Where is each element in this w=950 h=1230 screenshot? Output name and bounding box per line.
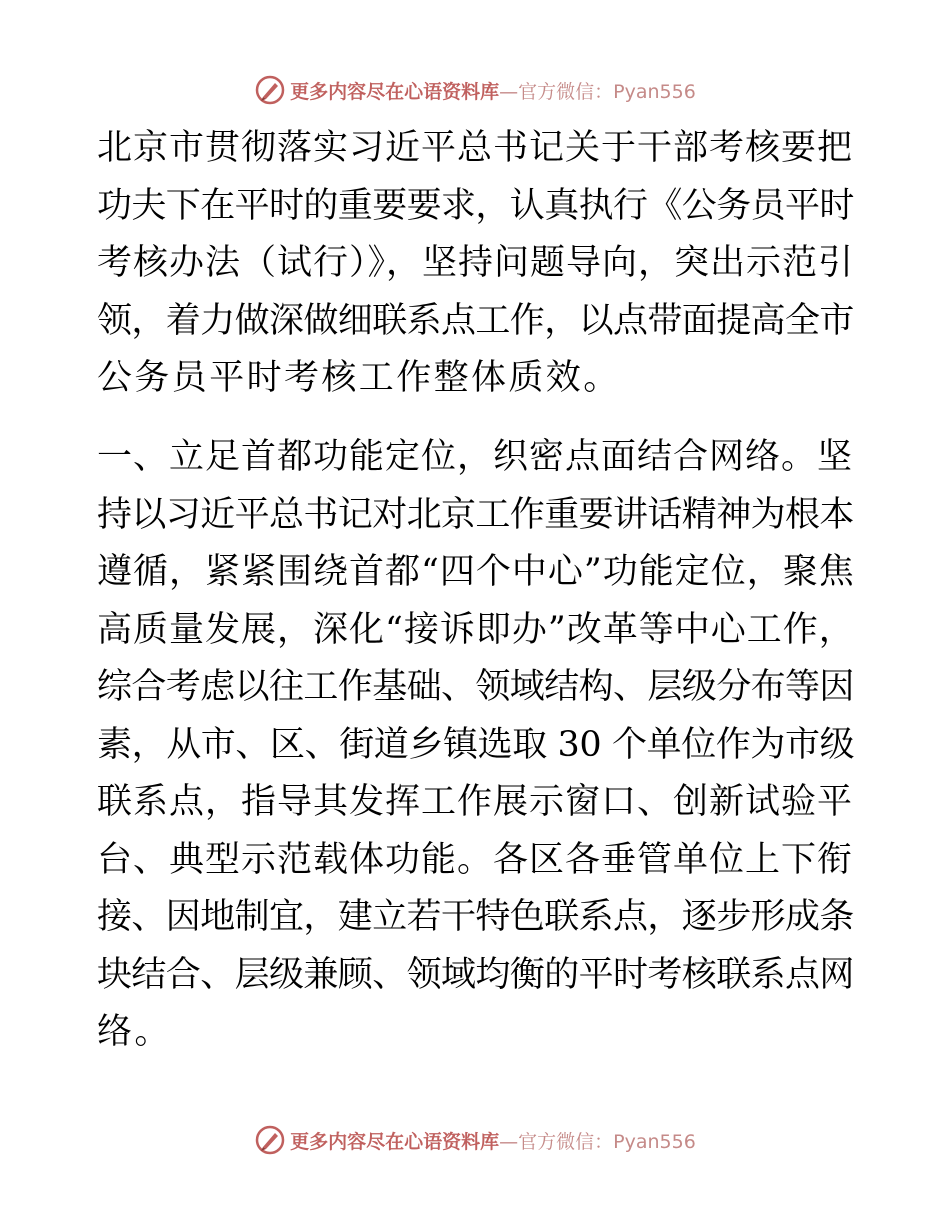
watermark-main-text: 更多内容尽在心语资料库 xyxy=(290,80,500,103)
watermark-contact-text: 官方微信：Pyan556 xyxy=(518,80,696,103)
text-line: 台、典型示范载体功能。各区各垂管单位上下衔 xyxy=(97,839,854,880)
text-line: 功夫下在平时的重要要求，认真执行《公务员平时 xyxy=(97,185,854,226)
text-line: 络。 xyxy=(97,1012,172,1052)
text-line: 高质量发展，深化“接诉即办”改革等中心工作， xyxy=(97,609,855,650)
header-watermark-banner xyxy=(0,70,950,110)
text-line: 持以习近平总书记对北京工作重要讲话精神为根本 xyxy=(97,494,854,535)
text-line: 素，从市、区、街道乡镇选取 30 个单位作为市级 xyxy=(97,724,855,765)
pen-circle-logo-icon xyxy=(254,1124,286,1156)
text-line: 综合考虑以往工作基础、领域结构、层级分布等因 xyxy=(97,667,854,707)
text-line: 遵循，紧紧围绕首都“四个中心”功能定位，聚焦 xyxy=(97,552,855,592)
paragraph-section-one xyxy=(97,429,855,1062)
text-line: 接、因地制宜，建立若干特色联系点，逐步形成条 xyxy=(97,897,854,937)
watermark-separator: — xyxy=(499,80,519,103)
watermark-separator: — xyxy=(499,1130,519,1153)
text-line: 公务员平时考核工作整体质效。 xyxy=(97,358,621,398)
text-line: 联系点，指导其发挥工作展示窗口、创新试验平 xyxy=(97,782,854,822)
pen-circle-logo-icon xyxy=(254,74,286,106)
paragraph-intro xyxy=(97,120,855,408)
watermark-contact-text: 官方微信：Pyan556 xyxy=(518,1130,696,1153)
footer-watermark-banner xyxy=(0,1120,950,1160)
text-line: 领，着力做深做细联系点工作，以点带面提高全市 xyxy=(97,300,854,341)
watermark-text xyxy=(290,77,696,104)
text-line: 考核办法（试行）》，坚持问题导向，突出示范引 xyxy=(97,243,855,283)
text-line: 块结合、层级兼顾、领域均衡的平时考核联系点网 xyxy=(97,954,854,995)
text-line: 一、立足首都功能定位，织密点面结合网络。坚 xyxy=(97,437,854,477)
text-line: 北京市贯彻落实习近平总书记关于干部考核要把 xyxy=(97,128,854,168)
watermark-text xyxy=(290,1127,696,1154)
watermark-main-text: 更多内容尽在心语资料库 xyxy=(290,1130,500,1153)
